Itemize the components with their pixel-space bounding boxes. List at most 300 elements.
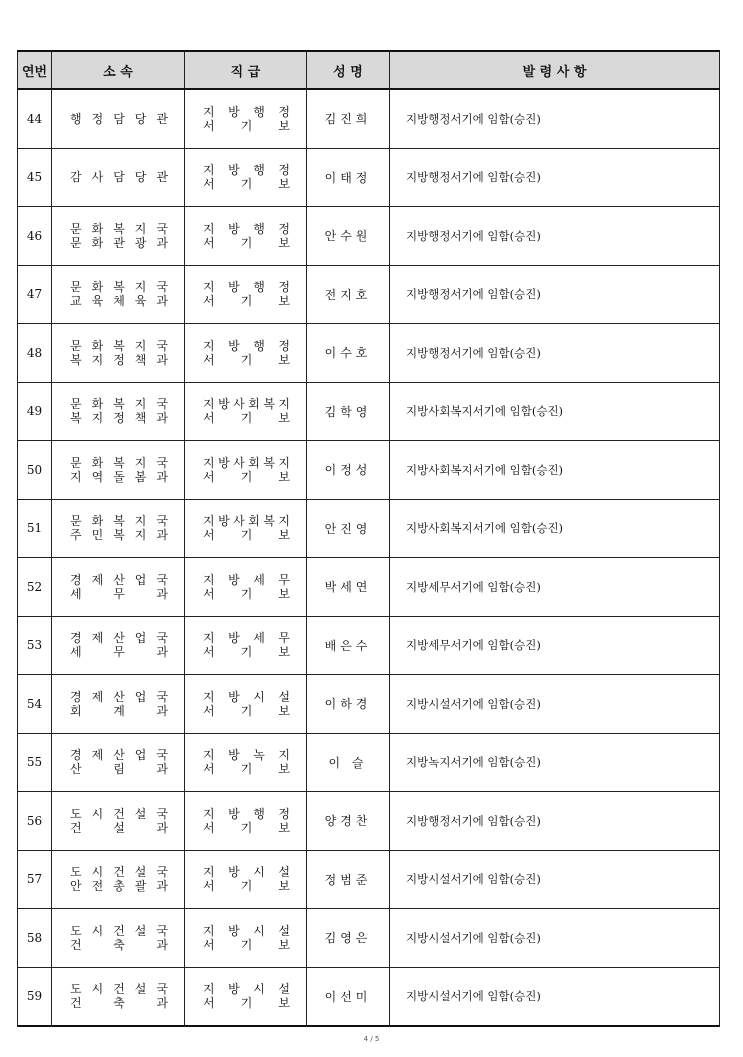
table-row <box>18 850 720 909</box>
grade-cell <box>185 382 307 441</box>
appointment-order: 지방시설서기에 임함(승진) <box>390 850 720 909</box>
grade-line <box>185 105 306 119</box>
department-line <box>52 879 184 893</box>
char: 과 <box>156 294 168 309</box>
department-line <box>52 704 184 718</box>
department-line <box>52 587 184 601</box>
char: 회 <box>248 514 260 529</box>
department-line <box>52 294 184 308</box>
char: 도 <box>70 982 82 997</box>
grade-cell <box>185 850 307 909</box>
person-name: 안수원 <box>307 207 390 266</box>
appointment-order: 지방행정서기에 임함(승진) <box>390 324 720 383</box>
char: 건 <box>70 937 82 952</box>
char: 방 <box>228 572 240 587</box>
char: 시 <box>91 982 104 997</box>
table-row <box>18 89 720 148</box>
department-cell <box>52 909 185 968</box>
char: 복 <box>113 528 125 543</box>
grade-line <box>185 573 306 587</box>
char: 문 <box>70 455 82 470</box>
department-line <box>52 807 184 821</box>
table-header <box>18 51 720 89</box>
char: 행 <box>253 104 265 119</box>
person-name: 김영은 <box>307 909 390 968</box>
char: 지 <box>203 572 215 587</box>
char: 정 <box>278 338 290 353</box>
grade-line <box>185 807 306 821</box>
char: 도 <box>70 923 82 938</box>
grade-line <box>185 294 306 308</box>
char: 보 <box>278 411 290 426</box>
person-name: 이하경 <box>307 675 390 734</box>
char: 국 <box>156 397 168 412</box>
char: 서 <box>203 235 215 250</box>
grade-cell <box>185 499 307 558</box>
char: 복 <box>113 455 125 470</box>
char: 문 <box>70 221 82 236</box>
char: 축 <box>113 996 125 1011</box>
char: 방 <box>228 689 240 704</box>
department-cell <box>52 499 185 558</box>
person-name: 이태정 <box>307 148 390 207</box>
char: 기 <box>240 528 253 543</box>
char: 당 <box>134 170 147 185</box>
grade-line <box>185 996 306 1010</box>
grade-cell <box>185 675 307 734</box>
char: 정 <box>113 411 125 426</box>
table-row <box>18 616 720 675</box>
char: 문 <box>70 235 82 250</box>
char: 봄 <box>134 469 147 484</box>
row-number: 47 <box>18 265 52 324</box>
char: 방 <box>228 163 240 178</box>
char: 방 <box>218 455 230 470</box>
char: 지 <box>203 338 215 353</box>
char: 담 <box>113 111 125 126</box>
char: 행 <box>70 111 82 126</box>
char: 업 <box>134 572 147 587</box>
department-line <box>52 573 184 587</box>
char: 서 <box>203 294 215 309</box>
char: 복 <box>70 411 82 426</box>
char: 회 <box>70 703 82 718</box>
char: 세 <box>70 645 82 660</box>
char: 과 <box>156 528 168 543</box>
char: 방 <box>228 221 240 236</box>
appointment-order: 지방사회복지서기에 임함(승진) <box>390 499 720 558</box>
char: 국 <box>156 689 168 704</box>
appointment-order: 지방시설서기에 임함(승진) <box>390 967 720 1026</box>
char: 사 <box>233 455 245 470</box>
char: 경 <box>70 748 82 763</box>
char: 기 <box>240 820 253 835</box>
grade-cell <box>185 967 307 1026</box>
char: 정 <box>278 163 290 178</box>
char: 보 <box>278 177 290 192</box>
char: 방 <box>228 338 240 353</box>
person-name: 이수호 <box>307 324 390 383</box>
char: 돌 <box>113 469 125 484</box>
table-row <box>18 675 720 734</box>
char: 방 <box>218 397 230 412</box>
char: 설 <box>278 982 290 997</box>
char: 시 <box>253 865 265 880</box>
table-row <box>18 382 720 441</box>
char: 보 <box>278 703 290 718</box>
row-number: 44 <box>18 89 52 148</box>
char: 제 <box>91 572 104 587</box>
person-name: 김진희 <box>307 89 390 148</box>
grade-line <box>185 514 306 528</box>
char: 서 <box>203 820 215 835</box>
department-line <box>52 865 184 879</box>
char: 당 <box>134 111 147 126</box>
department-line <box>52 645 184 659</box>
char: 국 <box>156 572 168 587</box>
char: 정 <box>278 221 290 236</box>
char: 녹 <box>253 748 265 763</box>
char: 화 <box>91 338 104 353</box>
char: 서 <box>203 352 215 367</box>
grade-line <box>185 119 306 133</box>
char: 과 <box>156 645 168 660</box>
appointment-order: 지방시설서기에 임함(승진) <box>390 675 720 734</box>
grade-line <box>185 456 306 470</box>
char: 축 <box>113 937 125 952</box>
char: 육 <box>91 294 104 309</box>
char: 서 <box>203 703 215 718</box>
char: 괄 <box>134 879 147 894</box>
department-cell <box>52 967 185 1026</box>
char: 정 <box>278 806 290 821</box>
char: 과 <box>156 352 168 367</box>
char: 방 <box>228 748 240 763</box>
char: 기 <box>240 411 253 426</box>
grade-line <box>185 470 306 484</box>
row-number: 54 <box>18 675 52 734</box>
appointment-order: 지방행정서기에 임함(승진) <box>390 89 720 148</box>
char: 경 <box>70 689 82 704</box>
char: 설 <box>134 982 147 997</box>
char: 기 <box>240 352 253 367</box>
header-name: 성 명 <box>307 51 390 89</box>
char: 기 <box>240 762 253 777</box>
char: 서 <box>203 528 215 543</box>
char: 정 <box>278 104 290 119</box>
department-line <box>52 339 184 353</box>
table-row <box>18 441 720 500</box>
row-number: 57 <box>18 850 52 909</box>
char: 행 <box>253 163 265 178</box>
row-number: 56 <box>18 792 52 851</box>
char: 설 <box>113 820 125 835</box>
char: 서 <box>203 118 215 133</box>
char: 지 <box>203 104 215 119</box>
table-row <box>18 792 720 851</box>
department-line <box>52 821 184 835</box>
grade-cell <box>185 89 307 148</box>
char: 방 <box>228 923 240 938</box>
char: 문 <box>70 397 82 412</box>
char: 기 <box>240 879 253 894</box>
department-cell <box>52 382 185 441</box>
department-cell <box>52 89 185 148</box>
char: 역 <box>91 469 104 484</box>
char: 지 <box>278 748 290 763</box>
grade-line <box>185 163 306 177</box>
char: 국 <box>156 923 168 938</box>
department-cell <box>52 441 185 500</box>
char: 설 <box>134 865 147 880</box>
appointment-table <box>17 50 720 1027</box>
char: 국 <box>156 455 168 470</box>
char: 지 <box>203 982 215 997</box>
char: 시 <box>91 923 104 938</box>
char: 복 <box>70 352 82 367</box>
char: 설 <box>278 923 290 938</box>
department-cell <box>52 148 185 207</box>
char: 설 <box>278 865 290 880</box>
person-name: 배은수 <box>307 616 390 675</box>
char: 산 <box>113 689 125 704</box>
grade-cell <box>185 909 307 968</box>
char: 복 <box>113 397 125 412</box>
department-line <box>52 996 184 1010</box>
department-cell <box>52 324 185 383</box>
char: 방 <box>228 982 240 997</box>
char: 기 <box>240 937 253 952</box>
char: 지 <box>91 411 104 426</box>
char: 건 <box>113 865 125 880</box>
char: 복 <box>113 221 125 236</box>
department-line <box>52 397 184 411</box>
department-line <box>52 112 184 126</box>
char: 서 <box>203 411 215 426</box>
appointment-order: 지방행정서기에 임함(승진) <box>390 792 720 851</box>
char: 화 <box>91 455 104 470</box>
department-cell <box>52 792 185 851</box>
char: 관 <box>113 235 125 250</box>
row-number: 46 <box>18 207 52 266</box>
person-name: 안진영 <box>307 499 390 558</box>
appointment-order: 지방행정서기에 임함(승진) <box>390 265 720 324</box>
department-line <box>52 514 184 528</box>
char: 제 <box>91 689 104 704</box>
grade-line <box>185 631 306 645</box>
char: 과 <box>156 235 168 250</box>
char: 국 <box>156 748 168 763</box>
char: 설 <box>278 689 290 704</box>
appointment-order: 지방녹지서기에 임함(승진) <box>390 733 720 792</box>
char: 복 <box>263 455 275 470</box>
grade-line <box>185 177 306 191</box>
char: 지 <box>203 514 215 529</box>
char: 체 <box>113 294 125 309</box>
char: 보 <box>278 820 290 835</box>
department-line <box>52 456 184 470</box>
char: 행 <box>253 806 265 821</box>
char: 복 <box>113 338 125 353</box>
department-cell <box>52 558 185 617</box>
char: 건 <box>70 996 82 1011</box>
char: 산 <box>70 762 82 777</box>
char: 시 <box>91 806 104 821</box>
char: 복 <box>263 514 275 529</box>
char: 무 <box>278 572 290 587</box>
appointment-order: 지방사회복지서기에 임함(승진) <box>390 382 720 441</box>
char: 서 <box>203 937 215 952</box>
char: 보 <box>278 469 290 484</box>
appointment-order: 지방세무서기에 임함(승진) <box>390 616 720 675</box>
char: 산 <box>113 631 125 646</box>
header-dept: 소 속 <box>52 51 185 89</box>
grade-line <box>185 982 306 996</box>
table-row <box>18 207 720 266</box>
department-line <box>52 411 184 425</box>
department-line <box>52 748 184 762</box>
char: 보 <box>278 118 290 133</box>
char: 관 <box>156 170 168 185</box>
department-cell <box>52 850 185 909</box>
char: 방 <box>228 280 240 295</box>
grade-cell <box>185 324 307 383</box>
table-row <box>18 733 720 792</box>
char: 주 <box>70 528 82 543</box>
char: 방 <box>228 806 240 821</box>
department-line <box>52 170 184 184</box>
char: 보 <box>278 879 290 894</box>
char: 지 <box>278 455 290 470</box>
row-number: 48 <box>18 324 52 383</box>
grade-line <box>185 879 306 893</box>
char: 계 <box>113 703 125 718</box>
char: 지 <box>278 514 290 529</box>
grade-line <box>185 587 306 601</box>
person-name: 이정성 <box>307 441 390 500</box>
char: 책 <box>134 352 147 367</box>
char: 세 <box>253 572 265 587</box>
person-name: 이 슬 <box>307 733 390 792</box>
char: 문 <box>70 514 82 529</box>
header-grade: 직 급 <box>185 51 307 89</box>
char: 보 <box>278 762 290 777</box>
char: 국 <box>156 514 168 529</box>
department-cell <box>52 733 185 792</box>
department-line <box>52 762 184 776</box>
grade-line <box>185 938 306 952</box>
char: 방 <box>228 865 240 880</box>
char: 설 <box>134 806 147 821</box>
char: 시 <box>253 982 265 997</box>
char: 화 <box>91 514 104 529</box>
char: 무 <box>113 645 125 660</box>
person-name: 이선미 <box>307 967 390 1026</box>
table-row <box>18 558 720 617</box>
grade-line <box>185 748 306 762</box>
char: 문 <box>70 280 82 295</box>
char: 업 <box>134 748 147 763</box>
char: 지 <box>203 163 215 178</box>
grade-line <box>185 924 306 938</box>
char: 업 <box>134 689 147 704</box>
char: 국 <box>156 221 168 236</box>
page-number: 4 / 5 <box>363 1035 380 1043</box>
person-name: 전지호 <box>307 265 390 324</box>
grade-cell <box>185 441 307 500</box>
char: 림 <box>113 762 125 777</box>
char: 복 <box>113 514 125 529</box>
grade-line <box>185 821 306 835</box>
char: 교 <box>70 294 82 309</box>
char: 지 <box>203 221 215 236</box>
char: 기 <box>240 294 253 309</box>
char: 서 <box>203 996 215 1011</box>
char: 과 <box>156 469 168 484</box>
char: 안 <box>70 879 82 894</box>
department-line <box>52 631 184 645</box>
char: 총 <box>113 879 125 894</box>
char: 민 <box>91 528 104 543</box>
char: 지 <box>203 455 215 470</box>
char: 국 <box>156 631 168 646</box>
char: 지 <box>203 806 215 821</box>
char: 화 <box>91 280 104 295</box>
char: 정 <box>91 111 104 126</box>
char: 방 <box>228 104 240 119</box>
department-line <box>52 924 184 938</box>
char: 보 <box>278 645 290 660</box>
char: 지 <box>134 280 147 295</box>
table-row <box>18 967 720 1026</box>
char: 기 <box>240 469 253 484</box>
char: 지 <box>134 455 147 470</box>
department-line <box>52 236 184 250</box>
grade-line <box>185 339 306 353</box>
char: 지 <box>203 923 215 938</box>
grade-line <box>185 762 306 776</box>
table-row <box>18 148 720 207</box>
char: 서 <box>203 586 215 601</box>
char: 기 <box>240 586 253 601</box>
char: 과 <box>156 937 168 952</box>
char: 서 <box>203 762 215 777</box>
grade-line <box>185 411 306 425</box>
department-line <box>52 690 184 704</box>
grade-line <box>185 397 306 411</box>
char: 사 <box>91 170 104 185</box>
char: 보 <box>278 235 290 250</box>
char: 경 <box>70 631 82 646</box>
char: 기 <box>240 645 253 660</box>
char: 지 <box>134 338 147 353</box>
char: 관 <box>156 111 168 126</box>
char: 과 <box>156 703 168 718</box>
header-no: 연번 <box>18 51 52 89</box>
char: 화 <box>91 221 104 236</box>
department-cell <box>52 265 185 324</box>
grade-cell <box>185 792 307 851</box>
char: 지 <box>134 397 147 412</box>
char: 보 <box>278 937 290 952</box>
char: 국 <box>156 982 168 997</box>
char: 방 <box>228 631 240 646</box>
char: 담 <box>113 170 125 185</box>
char: 화 <box>91 397 104 412</box>
grade-line <box>185 704 306 718</box>
char: 정 <box>278 280 290 295</box>
char: 지 <box>134 528 147 543</box>
